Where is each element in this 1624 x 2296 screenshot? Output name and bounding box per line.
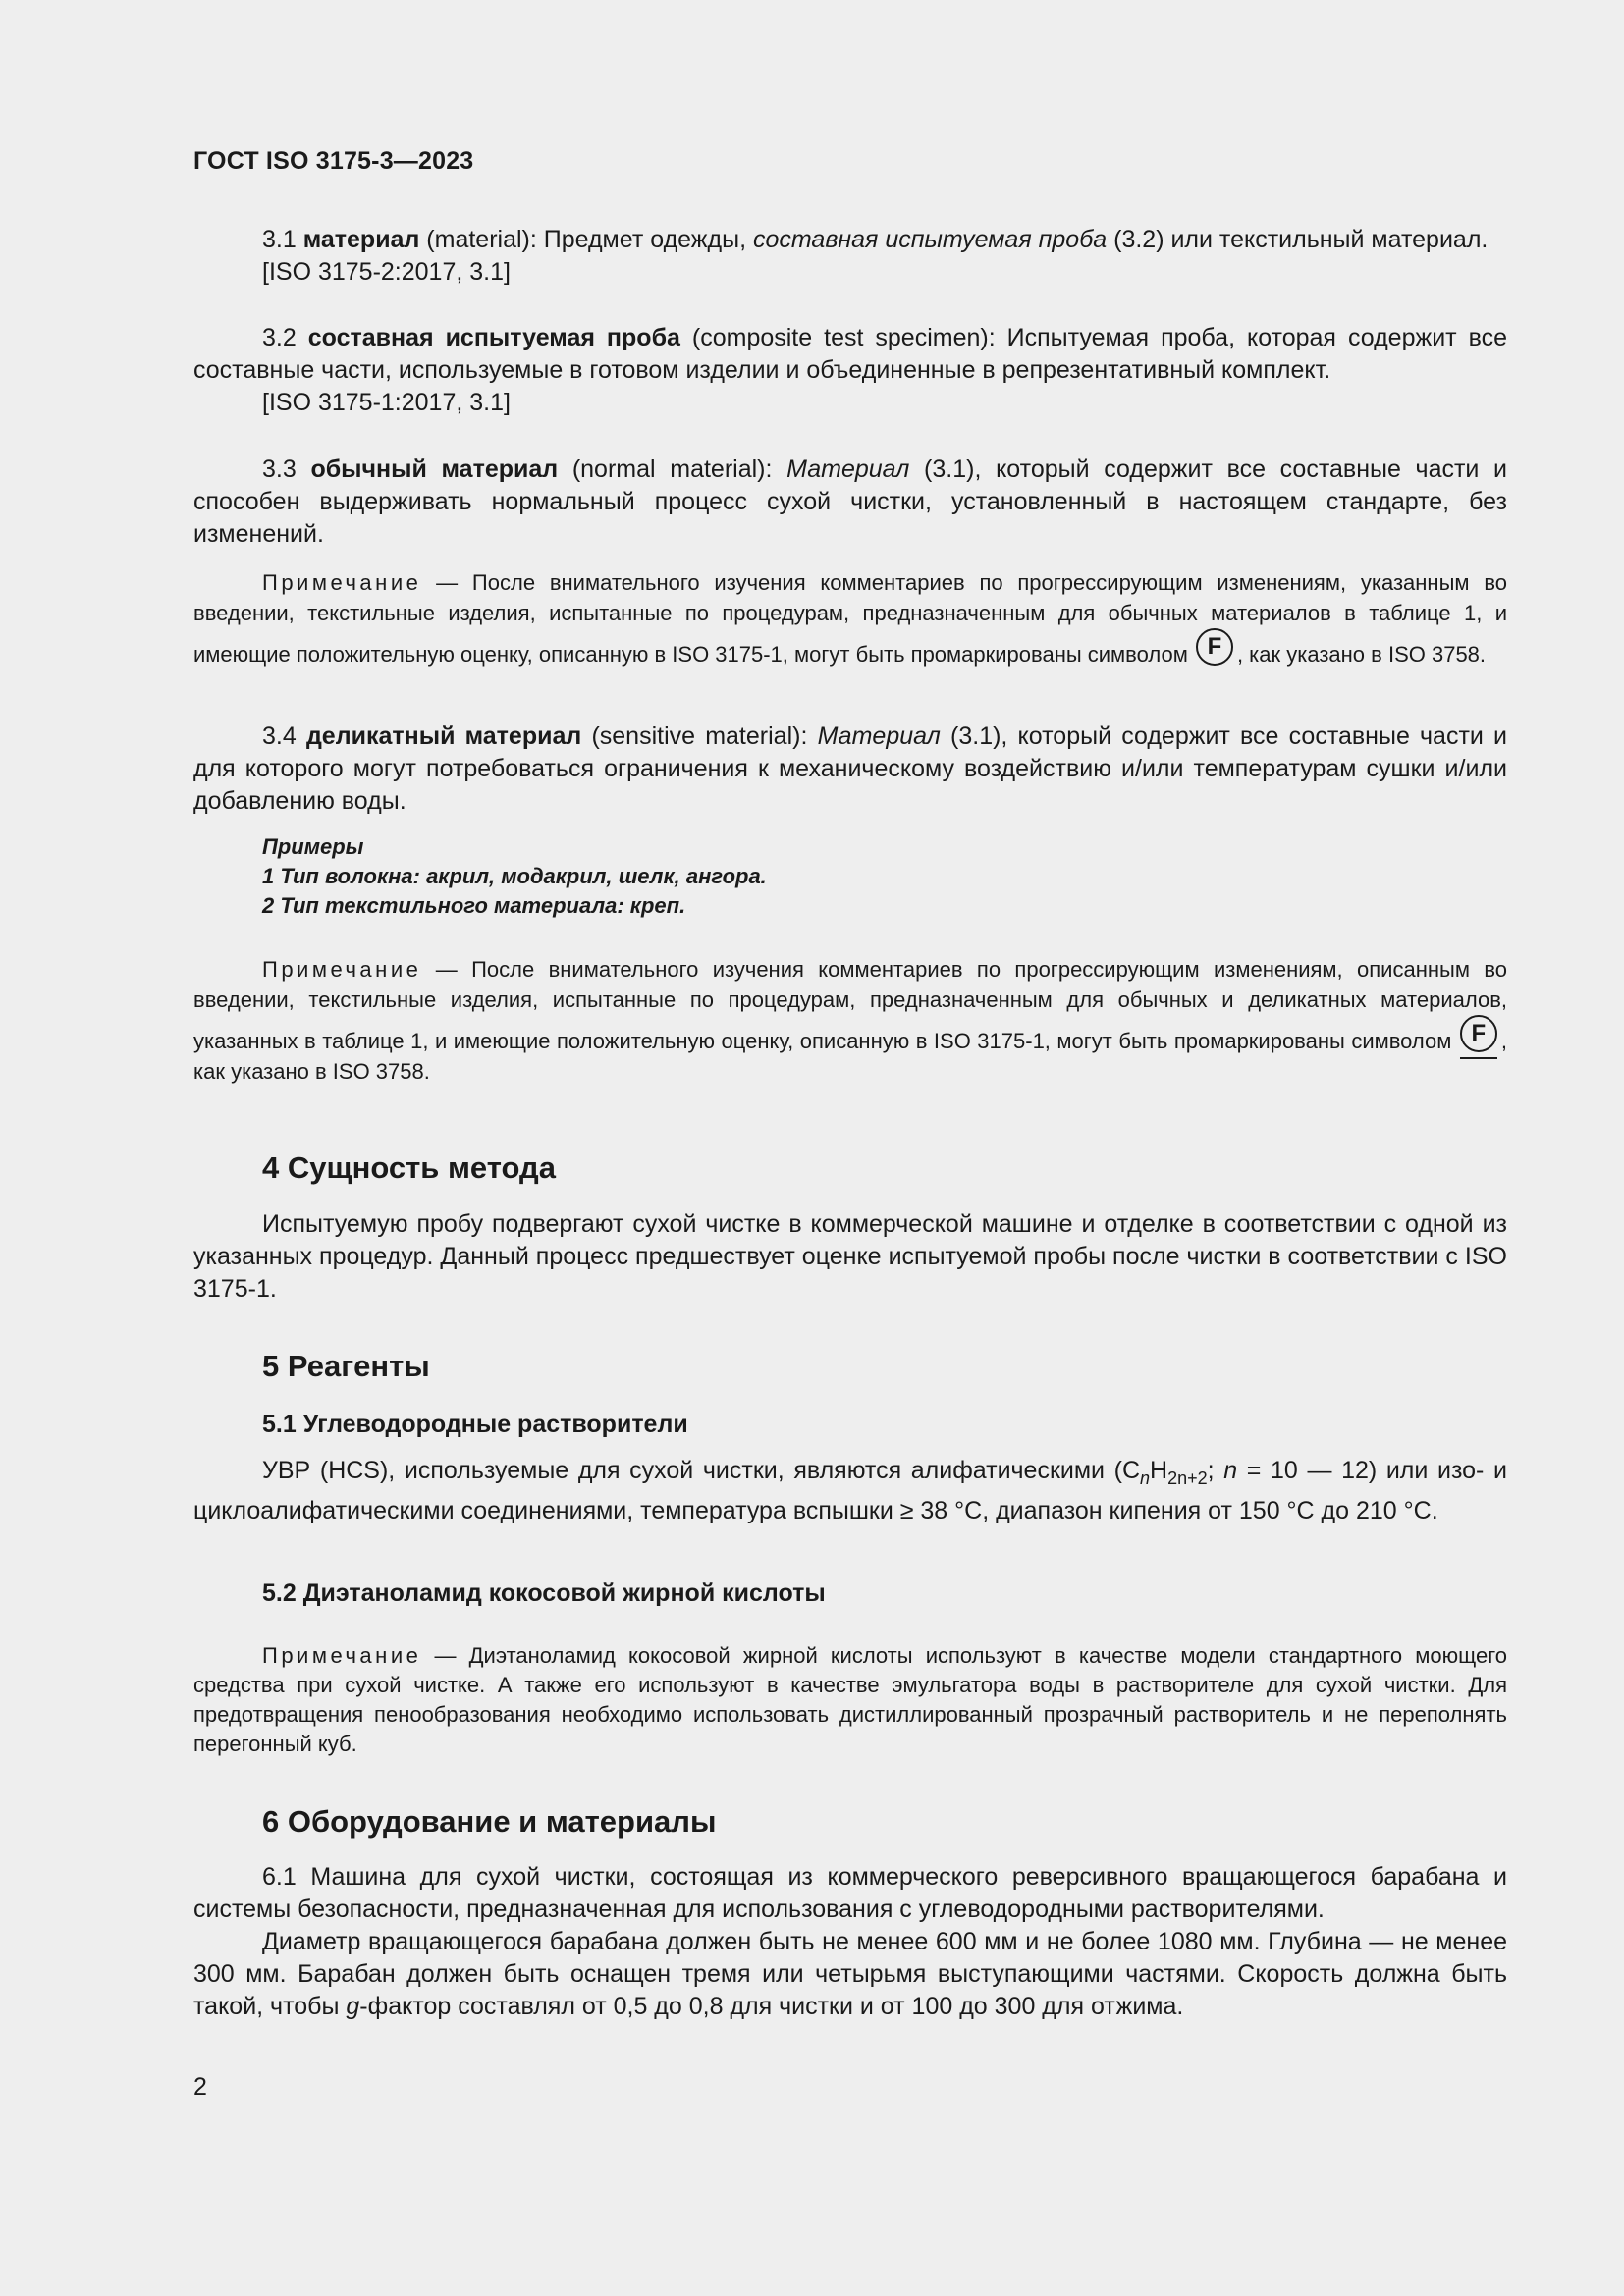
note-label: Примечание [262,570,422,595]
term: составная испытуемая проба [307,324,680,351]
document-header: ГОСТ ISO 3175-3—2023 [193,147,474,175]
note-label: Примечание [262,957,422,982]
page-number: 2 [193,2073,207,2101]
section-5-2-heading: 5.2 Диэтаноламид кокосовой жирной кислоты [262,1579,826,1607]
note-2: Примечание — После внимательного изучения комментариев по прогрессирующим изменениям, описанным во введении, текстильные изделия, испытанные по процедурам, предназначенным для обычных и деликатных материалов, указанных в таблице 1, и имеющие положительную оценку, описанную в ISO 3175-1, могут быть промаркированы символом F , как указано в ISO 3758. [193,957,1507,1084]
section-5-1-body: УВР (HCS), используемые для сухой чистки, являются алифатическими ($C_nH_{2n+2}$; n = 10 — 12) или изо- и циклоалифатическими соединениями, температура вспышки ≥ 38 °C, диапазон кипения от 150 °C до 210 °C. [193,1457,1507,1524]
section-4-heading: 4 Сущность метода [262,1150,556,1185]
reference: [ISO 3175-2:2017, 3.1] [262,258,511,286]
dry-clean-f-underlined-symbol-icon: F [1460,1015,1499,1054]
definition-3-2: 3.2 составная испытуемая проба (composite test specimen): Испытуемая проба, которая содержит все составные части, используемые в готовом изделии и объединенные в репрезентативный комплект. [ISO 3175-1:2017, 3.1] [193,322,1507,419]
examples: Примеры 1 Тип волокна: акрил, модакрил, шелк, ангора. 2 Тип текстильного материала: креп. [262,834,767,918]
section-4-body: Испытуемую пробу подвергают сухой чистке в коммерческой машине и отделке в соответствии с одной из указанных процедур. Данный процесс предшествует оценке испытуемой пробы после чистки в соответствии с ISO 3175-1. [193,1210,1507,1303]
term: обычный материал [310,455,559,483]
definition-3-4: 3.4 деликатный материал (sensitive material): Материал (3.1), который содержит все составные части и для которого могут потребоваться ограничения к механическому воздействию и/или температурам сушки и/или добавлению воды. [193,722,1508,815]
note-3: Примечание — Диэтаноламид кокосовой жирной кислоты используют в качестве модели стандартного моющего средства при сухой чистке. А также его используют в качестве эмульгатора воды в растворителе для сухой чистки. Для предотвращения пенообразования необходимо использовать дистиллированный прозрачный растворитель и не переполнять перегонный куб. [193,1643,1507,1756]
definition-3-1: 3.1 материал (material): Предмет одежды, составная испытуемая проба (3.2) или текстильный материал. [ISO 3175-2:2017, 3.1] [193,224,1507,289]
section-5-heading: 5 Реагенты [262,1349,430,1383]
note-1: Примечание — После внимательного изучения комментариев по прогрессирующим изменениям, указанным во введении, текстильные изделия, испытанные по процедурам, предназначенным для обычных материалов в таблице 1, и имеющие положительную оценку, описанную в ISO 3175-1, могут быть промаркированы символом F , как указано в ISO 3758. [193,570,1507,667]
section-6-body: 6.1 Машина для сухой чистки, состоящая из коммерческого реверсивного вращающегося барабана и системы безопасности, предназначенная для использования с углеводородными растворителями. Диаметр вращающегося барабана должен быть не менее 600 мм и не более 1080 мм. Глубина — не менее 300 мм. Барабан должен быть оснащен тремя или четырьмя выступающими частями. Скорость должна быть такой, чтобы g-фактор составлял от 0,5 до 0,8 для чистки и от 100 до 300 для отжима. [193,1863,1507,2020]
note-label: Примечание [262,1643,422,1668]
section-5-1-heading: 5.1 Углеводородные растворители [262,1411,688,1438]
term: деликатный материал [305,722,582,750]
section-6-heading: 6 Оборудование и материалы [262,1804,717,1839]
definition-3-3: 3.3 обычный материал (normal material): Материал (3.1), который содержит все составные части и способен выдерживать нормальный процесс сухой чистки, установленный в настоящем стандарте, без изменений. [193,455,1508,548]
term: материал [302,226,420,253]
dry-clean-f-symbol-icon: F [1196,628,1235,667]
reference: [ISO 3175-1:2017, 3.1] [262,389,511,416]
